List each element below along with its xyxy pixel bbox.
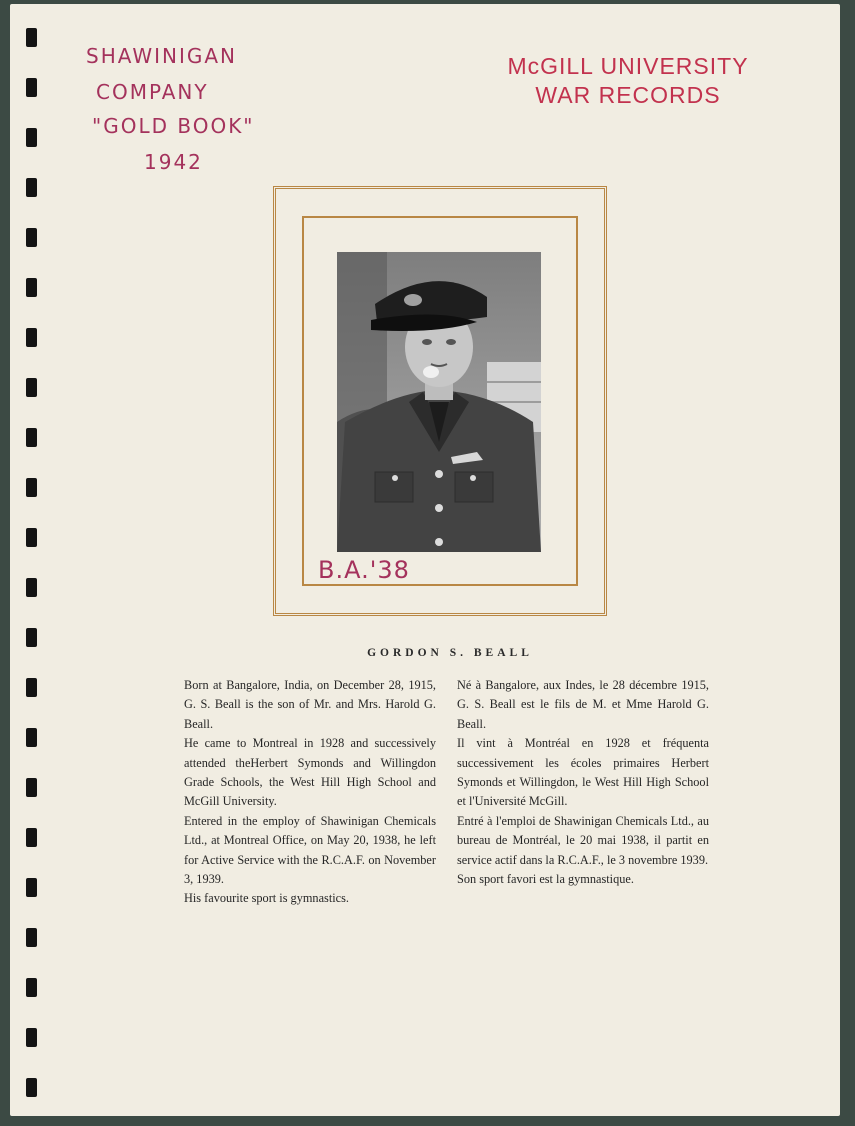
handwritten-line: COMPANY [96,80,209,104]
punch-hole [26,28,37,47]
paragraph: Entré à l'emploi de Shawinigan Chemicals Ltd., au bureau de Montréal, le 20 mai 1938, il partit en service actif dans la R.C.A.F., le 3 novembre 1939. [457,813,709,867]
punch-hole [26,878,37,897]
punch-hole [26,678,37,697]
punch-hole [26,378,37,397]
punch-hole [26,128,37,147]
stamp-line: McGILL UNIVERSITY [507,53,749,79]
stamp-line: WAR RECORDS [535,82,721,108]
punch-hole [26,928,37,947]
paragraph: He came to Montreal in 1928 and successively attended theHerbert Symonds and Willingdon Grade Schools, the West Hill High School and McGill University. [184,736,436,809]
punch-hole [26,428,37,447]
punch-hole [26,228,37,247]
paragraph: Born at Bangalore, India, on December 28, 1915, G. S. Beall is the son of Mr. and Mrs. Harold G. Beall. [184,678,436,731]
punch-hole [26,628,37,647]
portrait-photo [337,252,541,552]
french-column [457,676,709,889]
photo-caption: B.A.'38 [318,556,410,584]
punch-hole [26,1028,37,1047]
paragraph: Né à Bangalore, aux Indes, le 28 décembre 1915, G. S. Beall est le fils de M. et Mme Harold G. Beall. [457,678,709,731]
punch-hole [26,1078,37,1097]
punch-hole [26,528,37,547]
punch-hole [26,278,37,297]
punch-hole [26,478,37,497]
person-name-heading: GORDON S. BEALL [367,647,533,659]
english-column [184,676,436,909]
handwritten-line: 1942 [144,150,203,174]
punch-hole [26,778,37,797]
punch-hole [26,978,37,997]
paragraph: His favourite sport is gymnastics. [184,891,349,906]
punch-hole [26,578,37,597]
paragraph: Entered in the employ of Shawinigan Chemicals Ltd., at Montreal Office, on May 20, 1938, he left for Active Service with the R.C.A.F. on November 3, 1939. [184,813,436,887]
paragraph: Il vint à Montréal en 1928 et fréquenta successivement les écoles primaires Herbert Symonds et Willingdon, le West Hill High School et l'Université McGill. [457,736,709,809]
handwritten-line: "GOLD BOOK" [92,114,255,138]
punch-hole [26,728,37,747]
portrait-illustration [337,252,541,552]
punch-hole [26,328,37,347]
punch-hole [26,178,37,197]
punch-hole [26,78,37,97]
paragraph: Son sport favori est la gymnastique. [457,872,634,887]
mcgill-war-records-stamp [492,52,764,110]
handwritten-line: SHAWINIGAN [86,44,237,68]
punch-hole [26,828,37,847]
